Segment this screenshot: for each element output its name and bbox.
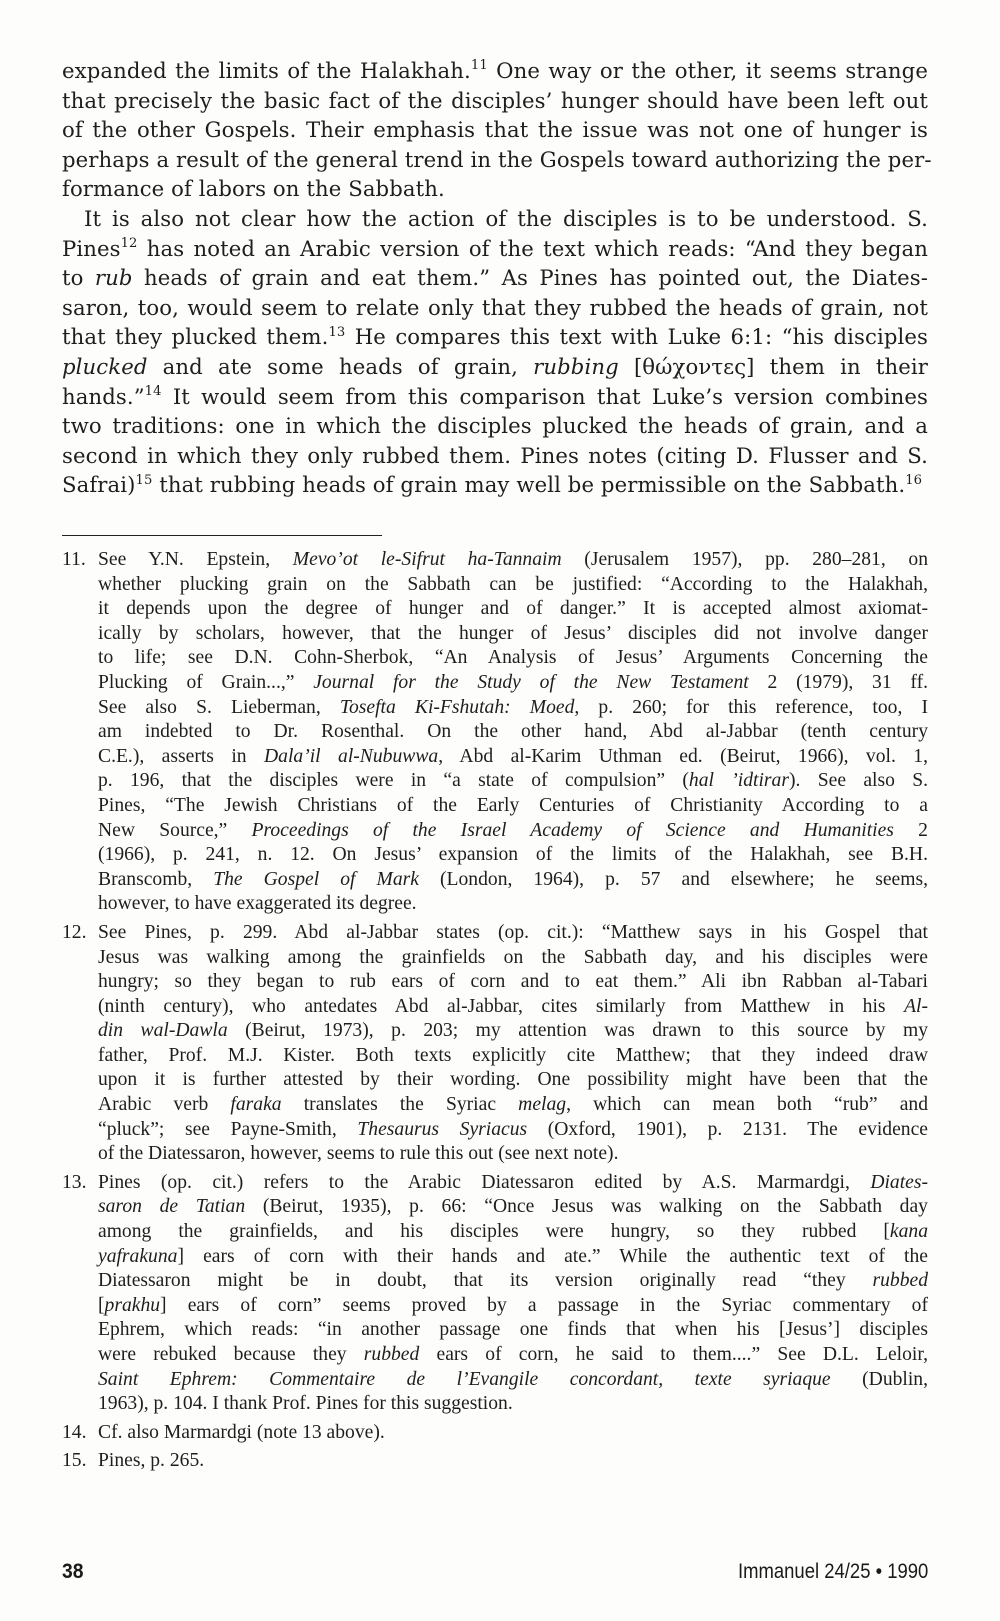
text-run: ears of corn, he said to them....” See D.L. Leloir,: [419, 1344, 928, 1365]
text-run: (Beirut, 1973), p. 203; my attention was drawn to this source by my: [227, 1020, 929, 1042]
text-run: whether plucking grain on the Sabbath can be justified: “According to the Halakhah,: [98, 573, 928, 595]
main-text: [62, 56, 932, 500]
text-run: It is also not clear how the action of the disciples is to be understood. S.: [84, 205, 928, 231]
body-line: [62, 352, 928, 382]
footnote-line: [98, 622, 928, 647]
italic-text: Saint Ephrem: Commentaire de l’Evangile concordant, texte syriaque: [98, 1368, 831, 1390]
footnote-line: [98, 696, 928, 721]
text-run: “pluck”; see Payne-Smith,: [98, 1118, 358, 1140]
footnote-line: [98, 892, 928, 917]
footnote-line: [98, 794, 928, 819]
body-line: [62, 411, 928, 441]
text-run: Pines, p. 265.: [98, 1450, 205, 1472]
italic-text: rub: [94, 265, 133, 291]
footnote-line: [98, 843, 928, 868]
text-run: He compares this text with Luke 6:1: “his disciples: [345, 324, 928, 350]
footnote-line: [98, 1171, 928, 1196]
text-run: that precisely the basic fact of the disciples’ hunger should have been left out: [62, 87, 928, 113]
italic-text: plucked: [62, 353, 148, 379]
text-run: Cf. also Marmardgi (note 13 above).: [98, 1421, 385, 1443]
footnote-line: [98, 1220, 928, 1245]
italic-text: din wal-Dawla: [98, 1020, 228, 1042]
footnote: [62, 1449, 928, 1474]
body-line: [62, 382, 928, 412]
text-run: am indebted to Dr. Rosenthal. On the other hand, Abd al-Jabbar (tenth century: [98, 721, 928, 743]
text-run: saron, too, would seem to relate only that they rubbed the heads of grain, not: [62, 294, 928, 320]
footnote: [62, 1171, 928, 1417]
text-run: of the other Gospels. Their emphasis that the issue was not one of hunger is: [62, 117, 928, 143]
text-run: formance of labors on the Sabbath.: [62, 176, 445, 202]
footnote-line: [98, 921, 928, 946]
footnote-number: 12.: [62, 921, 87, 943]
text-run: 2: [893, 819, 928, 841]
text-run: Safrai): [62, 472, 136, 498]
footnote-line: [98, 1245, 928, 1270]
footnote-reference: 16: [905, 472, 923, 488]
italic-text: Mevo’ot le-Sifrut ha-Tannaim: [292, 549, 562, 570]
text-run: , Abd al-Karim Uthman ed. (Beirut, 1966), vol. 1,: [438, 745, 928, 767]
text-run: , p. 260; for this reference, too, I: [574, 696, 928, 718]
footnote-line: [98, 1093, 928, 1118]
text-run: See also S. Lieberman,: [98, 696, 340, 718]
text-run: Plucking of Grain...,”: [98, 671, 314, 693]
footnote-line: [98, 1142, 928, 1167]
text-run: [θώχοντες] them in their: [618, 353, 928, 379]
text-run: has noted an Arabic version of the text which reads: “And they began: [137, 235, 928, 261]
text-run: that they plucked them.: [62, 324, 329, 350]
text-run: One way or the other, it seems strange: [487, 58, 928, 83]
italic-text: Diates-: [870, 1171, 928, 1193]
text-run: however, to have exaggerated its degree.: [98, 893, 417, 915]
footnote-reference: 13: [328, 324, 346, 340]
text-run: Diatessaron might be in doubt, that its version originally read “they: [98, 1270, 873, 1292]
text-run: two traditions: one in which the disciples plucked the heads of grain, and a: [62, 413, 928, 439]
text-run: Branscomb,: [98, 868, 214, 890]
text-run: hungry; so they began to rub ears of corn and to eat them.” Ali ibn Rabban al-Tabari: [98, 971, 928, 993]
footnote-number: 14.: [62, 1421, 87, 1443]
footnote-line: [98, 671, 928, 696]
text-run: (1966), p. 241, n. 12. On Jesus’ expansion of the limits of the Halakhah, see B.H.: [98, 844, 928, 866]
text-run: it depends upon the degree of hunger and of danger.” It is accepted almost axiomat-: [98, 598, 928, 620]
footnote-line: [98, 1019, 928, 1044]
text-run: ] ears of corn” seems proved by a passage in the Syriac commentary of: [160, 1294, 928, 1316]
footnote-number: 11.: [62, 549, 86, 570]
journal-citation: Immanuel 24/25 • 1990: [737, 1560, 928, 1583]
footnote-reference: 12: [120, 235, 138, 251]
text-run: perhaps a result of the general trend in the Gospels toward authorizing the per-: [62, 146, 932, 172]
text-run: Arabic verb: [98, 1094, 231, 1116]
text-run: (Beirut, 1935), p. 66: “Once Jesus was walking on the Sabbath day: [245, 1196, 928, 1218]
footnote-line: [98, 819, 928, 844]
footnote-number: 13.: [62, 1171, 87, 1193]
text-run: (Oxford, 1901), p. 2131. The evidence: [527, 1118, 928, 1140]
footnote-line: [98, 1044, 928, 1069]
body-line: [62, 263, 928, 293]
text-run: ] ears of corn with their hands and ate.” While the authentic text of the: [177, 1245, 928, 1267]
footnote-reference: 11: [470, 58, 488, 74]
text-run: , which can mean both “rub” and: [566, 1094, 928, 1116]
footnote-line: [98, 995, 928, 1020]
footnote-line: [98, 548, 928, 573]
text-run: that rubbing heads of grain may well be permissible on the Sabbath.: [152, 472, 906, 498]
footnote: [62, 921, 928, 1167]
text-run: See Pines, p. 299. Abd al-Jabbar states (op. cit.): “Matthew says in his Gospel that: [98, 921, 928, 943]
body-line: [62, 174, 928, 204]
footnote-line: [98, 1269, 928, 1294]
body-line: [62, 322, 928, 352]
body-line: [62, 234, 928, 264]
text-run: (Dublin,: [830, 1368, 929, 1390]
text-run: p. 196, that the disciples were in “a state of compulsion” (: [98, 770, 689, 792]
footnote-line: [98, 1294, 928, 1319]
text-run: (Jerusalem 1957), pp. 280–281, on: [561, 549, 928, 570]
text-run: (ninth century), who antedates Abd al-Jabbar, cites similarly from Matthew in his: [98, 995, 905, 1017]
text-run: It would seem from this comparison that Luke’s version combines: [161, 383, 928, 409]
body-line: [62, 204, 928, 234]
text-run: Ephrem, which reads: “in another passage one finds that when his [Jesus’] disciples: [98, 1319, 928, 1341]
italic-text: Dala’il al-Nubuwwa: [264, 745, 439, 767]
text-run: Pines, “The Jewish Christians of the Early Centuries of Christianity According to a: [98, 794, 928, 816]
footnote-line: [98, 946, 928, 971]
footnote-line: [98, 970, 928, 995]
body-line: [62, 441, 928, 471]
footnote-line: [98, 1368, 928, 1393]
footnote-number: 15.: [62, 1450, 87, 1472]
italic-text: prakhu: [104, 1294, 161, 1316]
footnote-line: [98, 769, 928, 794]
footnote-line: [98, 646, 928, 671]
text-run: See Y.N. Epstein,: [98, 549, 293, 570]
italic-text: rubbed: [363, 1344, 420, 1365]
italic-text: melag: [518, 1094, 567, 1116]
footnote-line: [98, 1068, 928, 1093]
text-run: were rebuked because they: [98, 1344, 364, 1365]
text-run: C.E.), asserts in: [98, 745, 264, 767]
body-line: [62, 145, 932, 175]
text-run: and ate some heads of grain,: [147, 353, 534, 379]
text-run: ). See also S.: [788, 770, 928, 792]
body-line: [62, 56, 928, 86]
footnote-line: [98, 720, 928, 745]
footnote-line: [98, 1195, 928, 1220]
italic-text: faraka: [230, 1094, 282, 1116]
footnote-line: [98, 573, 928, 598]
text-run: heads of grain and eat them.” As Pines has pointed out, the Diates-: [132, 265, 928, 291]
body-line: [62, 293, 928, 323]
italic-text: Proceedings of the Israel Academy of Science and Humanities: [251, 819, 894, 841]
footnote-line: [98, 1392, 928, 1417]
text-run: of the Diatessaron, however, seems to rule this out (see next note).: [98, 1143, 619, 1165]
footnotes: [62, 548, 928, 1478]
italic-text: yafrakuna: [98, 1245, 178, 1267]
italic-text: rubbing: [533, 353, 619, 379]
footnote-line: [98, 1449, 928, 1474]
italic-text: Tosefta Ki-Fshutah: Moed: [339, 696, 575, 718]
text-run: Pines: [62, 235, 121, 261]
text-run: hands.”: [62, 383, 145, 409]
body-line: [62, 470, 928, 500]
text-run: father, Prof. M.J. Kister. Both texts explicitly cite Matthew; that they indeed draw: [98, 1044, 928, 1066]
text-run: Jesus was walking among the grainfields on the Sabbath day, and his disciples were: [98, 946, 928, 968]
italic-text: rubbed: [872, 1270, 928, 1292]
text-run: upon it is further attested by their wording. One possibility might have been that the: [98, 1069, 928, 1091]
body-line: [62, 115, 928, 145]
text-run: Pines (op. cit.) refers to the Arabic Diatessaron edited by A.S. Marmardgi,: [98, 1171, 871, 1193]
text-run: ically by scholars, however, that the hunger of Jesus’ disciples did not involve danger: [98, 622, 928, 644]
italic-text: saron de Tatian: [98, 1196, 246, 1218]
body-line: [62, 86, 928, 116]
text-run: among the grainfields, and his disciples were hungry, so they rubbed [: [98, 1221, 890, 1243]
italic-text: hal ’idtirar: [688, 770, 789, 792]
italic-text: Thesaurus Syriacus: [357, 1118, 528, 1140]
text-run: expanded the limits of the Halakhah.: [62, 58, 471, 83]
footnote-separator: [62, 535, 382, 536]
text-run: to life; see D.N. Cohn-Sherbok, “An Analysis of Jesus’ Arguments Concerning the: [98, 647, 928, 669]
italic-text: kana: [889, 1221, 928, 1243]
text-run: 1963), p. 104. I thank Prof. Pines for this suggestion.: [98, 1393, 513, 1415]
text-run: translates the Syriac: [281, 1094, 519, 1116]
text-run: second in which they only rubbed them. Pines notes (citing D. Flusser and S.: [62, 442, 928, 468]
text-run: [: [98, 1294, 105, 1316]
footnote-line: [98, 1118, 928, 1143]
text-run: 2 (1979), 31 ff.: [748, 671, 928, 693]
text-run: (London, 1964), p. 57 and elsewhere; he seems,: [418, 868, 928, 890]
page-number: 38: [62, 1560, 84, 1583]
italic-text: Journal for the Study of the New Testament: [313, 671, 749, 693]
footnote-line: [98, 1343, 928, 1368]
text-run: New Source,”: [98, 819, 252, 841]
footnote: [62, 1421, 928, 1446]
footnote-reference: 15: [135, 472, 153, 488]
footnote-line: [98, 597, 928, 622]
footnote: [62, 548, 928, 917]
footnote-line: [98, 745, 928, 770]
footnote-line: [98, 1421, 928, 1446]
footnote-line: [98, 868, 928, 893]
footnote-line: [98, 1318, 928, 1343]
footnote-reference: 14: [144, 383, 162, 399]
text-run: to: [62, 265, 95, 291]
italic-text: The Gospel of Mark: [213, 868, 419, 890]
italic-text: Al-: [904, 995, 928, 1017]
